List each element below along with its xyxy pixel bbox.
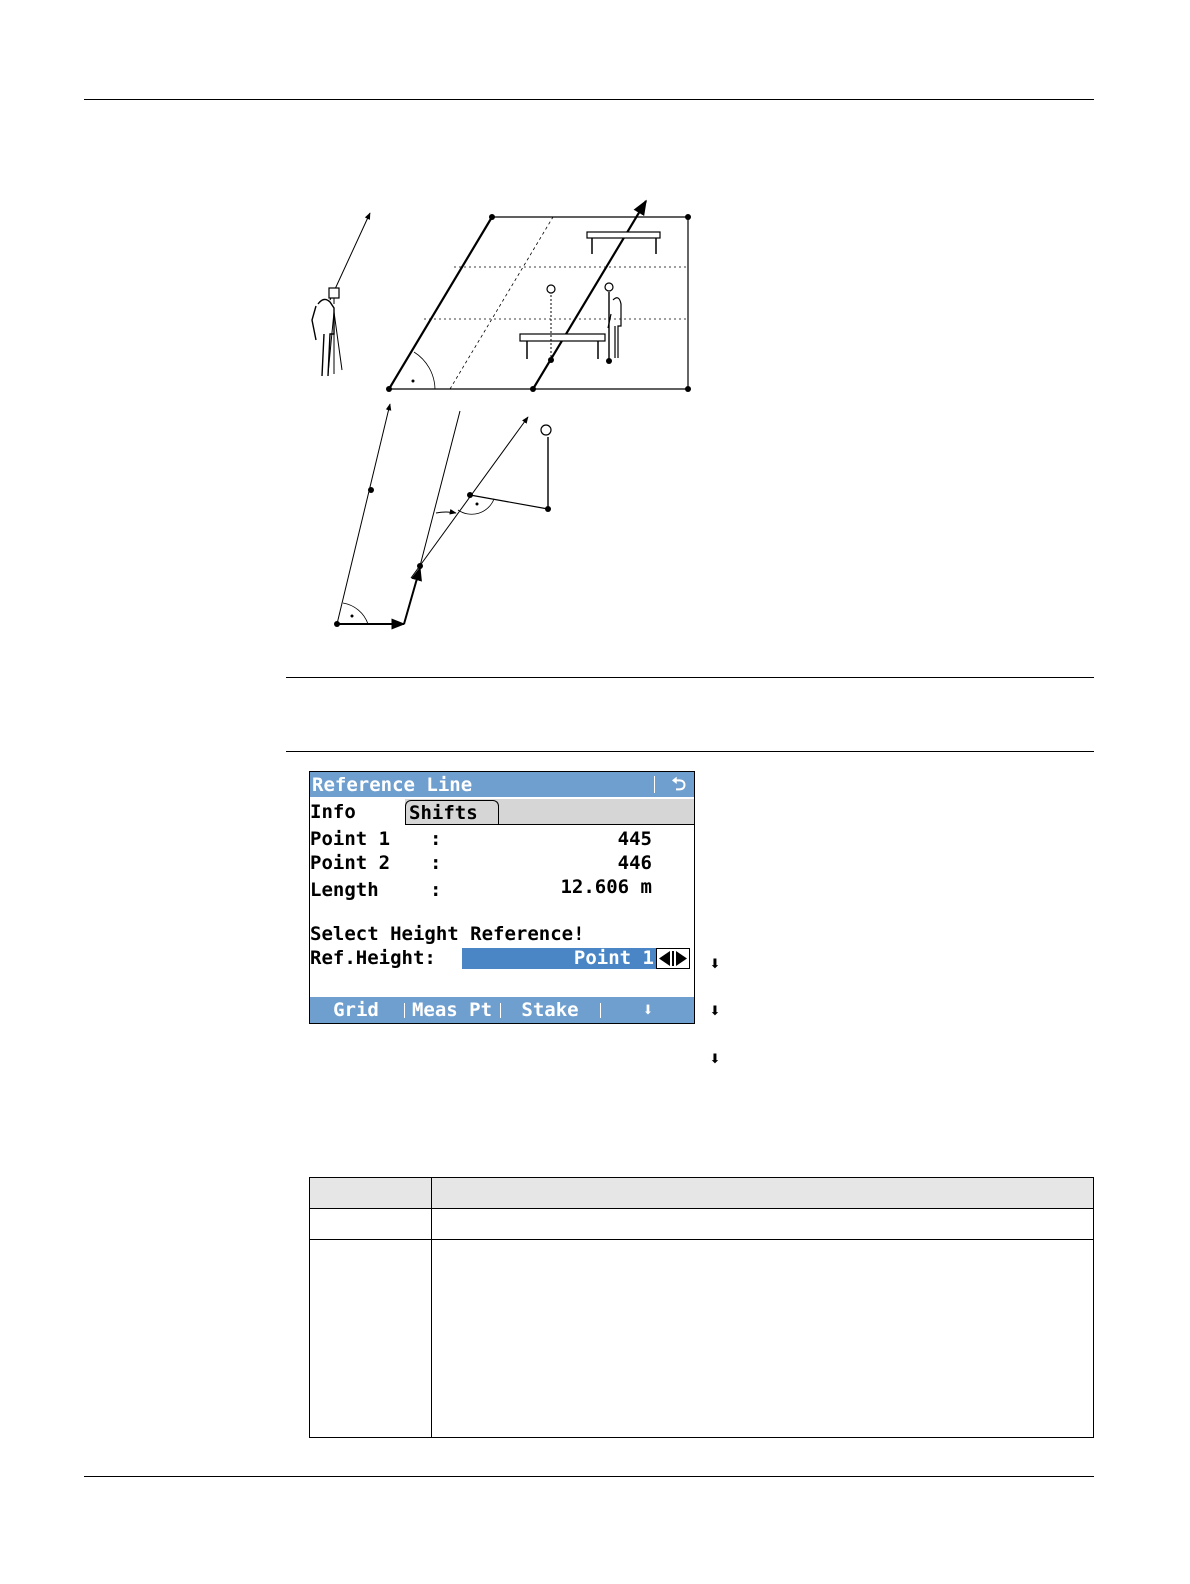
field-colon: :: [430, 852, 442, 874]
section-rule-1: [286, 677, 1094, 678]
tab-info[interactable]: Info: [310, 799, 405, 825]
plane-left-edge: [389, 217, 492, 389]
field-row-point-1: [310, 827, 694, 851]
table-row: [310, 1209, 1094, 1240]
table-row: [310, 1240, 1094, 1438]
field-colon: :: [430, 828, 442, 850]
tab-bar: [310, 799, 694, 825]
field-row-length: [310, 878, 694, 902]
softkey-meas-pt[interactable]: Meas Pt: [411, 999, 493, 1021]
field-value: 445: [617, 828, 652, 850]
field-label: Point 1: [310, 828, 391, 850]
table-cell: [310, 1209, 432, 1240]
field-label: Length: [310, 879, 379, 901]
softkey-bar: [310, 997, 694, 1023]
tab-shifts[interactable]: Shifts: [405, 800, 499, 824]
down-arrow-icon: ⬇: [709, 1052, 721, 1067]
field-value: 12.606 m: [560, 876, 652, 898]
ref-height-select[interactable]: Point 1: [462, 948, 656, 969]
screen-title: Reference Line: [312, 774, 473, 796]
table-header-cell: [310, 1178, 432, 1209]
screen-title-bar: [310, 772, 694, 797]
softkey-stake[interactable]: Stake: [521, 999, 579, 1021]
field-row-point-2: [310, 851, 694, 875]
return-icon[interactable]: ⮌: [671, 774, 686, 795]
plane-dashed-diagonal: [450, 217, 553, 389]
plane-right-angle-arc: [414, 352, 435, 389]
field-label: Point 2: [310, 852, 391, 874]
reference-line-screen: [309, 771, 695, 1024]
field-colon: :: [430, 879, 442, 901]
field-value: 446: [617, 852, 652, 874]
bench-front: [520, 334, 605, 341]
softkey-grid[interactable]: Grid: [333, 999, 379, 1021]
reference-line-illustration: [290, 185, 710, 645]
footer-rule: [84, 1476, 1094, 1477]
down-arrow-icon: ⬇: [709, 1004, 721, 1019]
lower-line-2: [420, 411, 460, 566]
surveyor: [312, 299, 334, 376]
softkey-separator: [404, 1003, 405, 1018]
softkey-separator: [600, 1003, 601, 1018]
header-rule: [84, 99, 1094, 100]
bench-back: [587, 232, 660, 238]
table-header-row: [310, 1178, 1094, 1209]
table-header-cell: [432, 1178, 1094, 1209]
ref-height-label: Ref.Height:: [310, 947, 436, 969]
table-cell: [310, 1240, 432, 1438]
page-down-icon[interactable]: ⬇: [642, 999, 654, 1021]
select-height-message: Select Height Reference!: [310, 923, 585, 945]
left-right-arrows-icon[interactable]: [656, 948, 690, 969]
pole-person: [608, 298, 621, 358]
table-cell: [432, 1240, 1094, 1438]
softkey-separator: [500, 1003, 501, 1018]
section-rule-2: [286, 751, 1094, 752]
down-arrow-icon: ⬇: [709, 957, 721, 972]
lower-line-1: [337, 404, 390, 624]
table-cell: [432, 1209, 1094, 1240]
sight-arrow: [330, 213, 370, 300]
ref-height-row: [310, 946, 694, 970]
title-separator: [654, 776, 655, 793]
parameter-table: [309, 1177, 1094, 1438]
